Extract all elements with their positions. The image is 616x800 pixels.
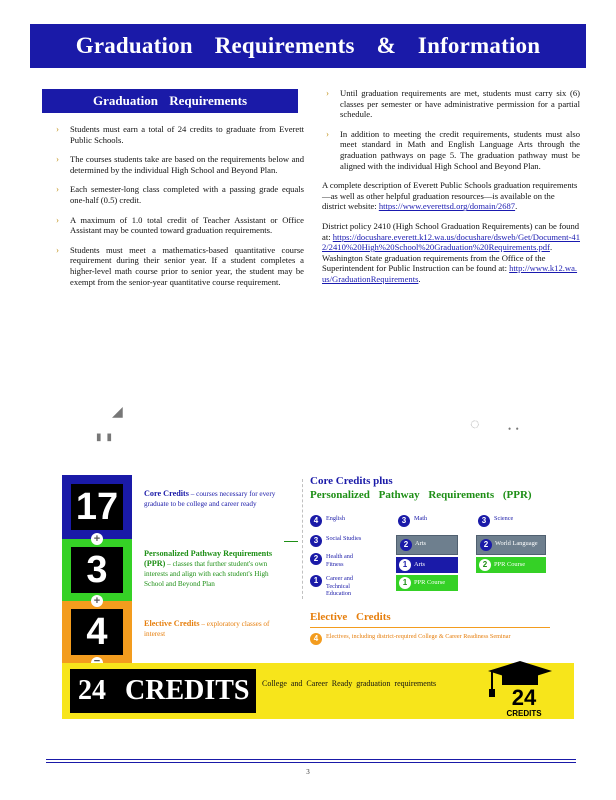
list-item: › The courses students take are based on the requirements below and determined by the individual High School and Beyond Plan. [56, 154, 304, 175]
divider [302, 479, 303, 599]
policy-paragraph: District policy 2410 (High School Graduation Requirements) can be found at: https://docushare.everett.k12.wa.us/docushare/dsweb/Get/Document-412/2410%20High%20School%20Graduation%20Requirements.pdf. Washington State graduation requirements from the Office of the Superintendent for Public Instruction can be found at: http://www.k12.wa.us/GraduationRequirements. [322, 220, 580, 284]
plus-icon: + [91, 595, 103, 607]
footer-rule [46, 759, 576, 760]
core-plus-heading: Core Credits plus [310, 475, 393, 487]
divider [310, 627, 550, 628]
logo-number: 24 [511, 685, 537, 710]
logo-word: CREDITS [506, 709, 542, 718]
elective-description: Elective Credits – exploratory classes of interest [144, 619, 270, 638]
footer-rule [46, 762, 576, 763]
core-band [62, 475, 132, 539]
ppr-course-box-2: 2 PPR Course [476, 557, 546, 573]
plus-icon: + [91, 533, 103, 545]
ppr-course-box-1: 1 PPR Course [396, 575, 458, 591]
list-item: › Students must meet a mathematics-based quantitative course requirement during their senior year. If a student completes a higher-level math course prior to senior year, the student may be exempt from the senior-year quantitative course requirement. [56, 244, 304, 287]
elective-band [62, 601, 132, 663]
decorative-mark-right: ◌ [470, 416, 480, 433]
arrow-bullet-icon: › [326, 128, 329, 139]
list-item: › In addition to meeting the credit requirements, students must also meet standard in Math and English Language Arts through the graduation pathways on page 5. The graduation pathway must be aligned with the individual High School and Beyond Plan. [326, 128, 580, 171]
district-website-link[interactable]: https://www.everettsd.org/domain/2687 [378, 201, 516, 212]
arrow-bullet-icon: › [56, 214, 59, 225]
divider [284, 541, 298, 542]
policy-2410-link[interactable]: https://docushare.everett.k12.wa.us/docushare/dsweb/Get/Document-412/2410%20High%20School%20Graduation%20Requirements.pdf [322, 231, 580, 253]
decorative-mark-left: ◢ [112, 405, 123, 420]
arrow-bullet-icon: › [56, 184, 59, 195]
list-item: › Students must earn a total of 24 credits to graduate from Everett Public Schools. [56, 124, 304, 145]
graduation-cap-icon [480, 661, 560, 719]
credits-tagline: College and Career Ready graduation requirements [262, 679, 437, 688]
core-description: Core Credits – courses necessary for every graduate to be college and career ready [144, 489, 276, 508]
core-number: 17 [71, 484, 123, 530]
right-column [322, 88, 580, 294]
arts-box: 2 Arts [396, 535, 458, 555]
decorative-dots-right: • • [508, 424, 519, 434]
arrow-bullet-icon: › [56, 154, 59, 165]
district-website-paragraph: A complete description of Everett Public Schools graduation requirements—as well as other helpful graduation resources—is available on the district website: https://www.everettsd.org/domain/2687. [322, 180, 578, 212]
ppr-heading: Personalized Pathway Requirements (PPR) [310, 489, 532, 501]
section-title: Graduation Requirements [42, 89, 298, 113]
list-item: › Each semester-long class completed with a passing grade equals one-half (0.5) credit. [56, 184, 304, 205]
credits-graphic: 17 3 4 + + Core Credits – courses necessary for every graduate to be college and career ready Personalized Pathway Requirements (PPR) – classes that further student's own interests and align with each student's High School and Beyond Plan Elective Credits – exploratory classes of interest Core Credits plus Personalized Pathway Requirements (PPR) 4 English 3 Social Studies 2 Health and Fitness 1 Career and Technical Education 3 Math 3 Science 2 Arts 1 Arts 1 PPR Course 2 World Language 2 PPR Course Elective Credits 4 Electives, including district-required College & Career Readiness Seminar 24 CREDITS College and Career Ready graduation requirements 24 CREDITS [62, 475, 574, 725]
total-credits-label: 24 CREDITS [70, 669, 256, 713]
arrow-bullet-icon: › [56, 244, 59, 255]
list-item: › Until graduation requirements are met, students must carry six (6) classes per semester or have administrative permission for a partial schedule. [326, 88, 580, 120]
page-number: 3 [306, 768, 310, 776]
arrow-bullet-icon: › [56, 124, 59, 134]
ppr-description: Personalized Pathway Requirements (PPR) – classes that further student's own interests and align with each student's High School and Beyond Plan [144, 549, 273, 588]
decorative-mark-left-2: ▮ ▮ [96, 432, 113, 443]
elective-heading: Elective Credits [310, 611, 391, 623]
arrow-bullet-icon: › [326, 88, 329, 98]
ppr-band [62, 539, 132, 601]
world-language-box: 2 World Language [476, 535, 546, 555]
ppr-number: 3 [71, 547, 123, 593]
arts-sub-box: 1 Arts [396, 557, 458, 573]
list-item: › A maximum of 1.0 total credit of Teacher Assistant or Office Assistant may be counted toward graduation requirements. [56, 214, 304, 236]
ospi-link[interactable]: http://www.k12.wa.us/GraduationRequirements [322, 263, 578, 284]
elective-number: 4 [71, 609, 123, 655]
page-banner: Graduation Requirements & Information [30, 24, 586, 68]
left-column [52, 124, 304, 296]
